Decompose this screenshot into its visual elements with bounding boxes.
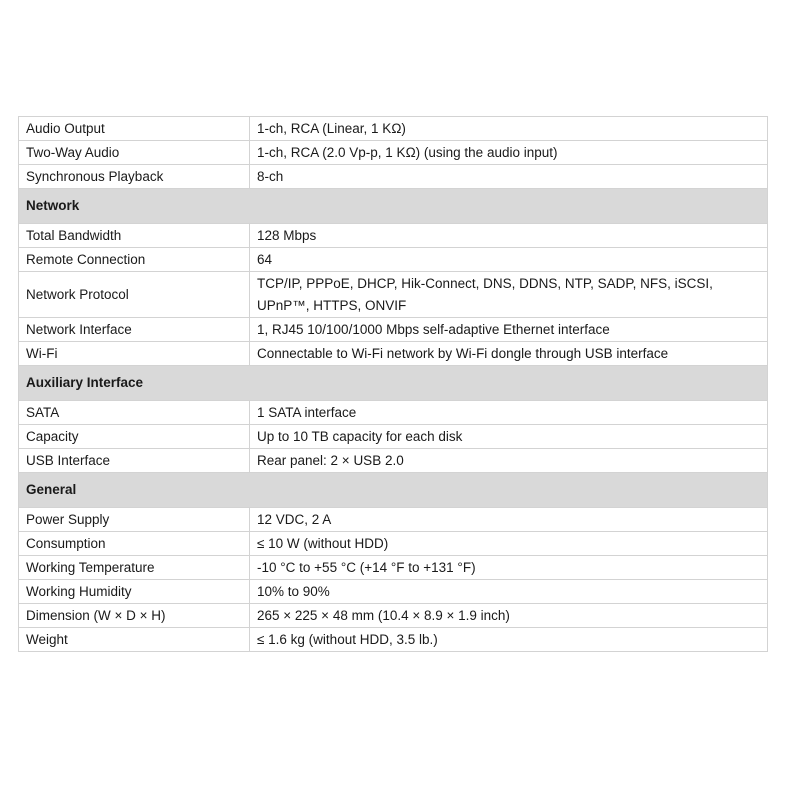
spec-value: ≤ 1.6 kg (without HDD, 3.5 lb.) bbox=[250, 628, 768, 652]
spec-label: Dimension (W × D × H) bbox=[19, 604, 250, 628]
spec-value: TCP/IP, PPPoE, DHCP, Hik-Connect, DNS, DDNS, NTP, SADP, NFS, iSCSI, UPnP™, HTTPS, ONVIF bbox=[250, 272, 768, 318]
section-title: Auxiliary Interface bbox=[19, 366, 768, 401]
spec-label: Consumption bbox=[19, 532, 250, 556]
spec-row bbox=[19, 532, 768, 556]
spec-value: 1, RJ45 10/100/1000 Mbps self-adaptive Ethernet interface bbox=[250, 318, 768, 342]
spec-value: ≤ 10 W (without HDD) bbox=[250, 532, 768, 556]
spec-label: Power Supply bbox=[19, 508, 250, 532]
spec-label: Synchronous Playback bbox=[19, 165, 250, 189]
spec-row bbox=[19, 604, 768, 628]
spec-label: Two-Way Audio bbox=[19, 141, 250, 165]
spec-value: 12 VDC, 2 A bbox=[250, 508, 768, 532]
spec-value: 265 × 225 × 48 mm (10.4 × 8.9 × 1.9 inch) bbox=[250, 604, 768, 628]
spec-row bbox=[19, 556, 768, 580]
spec-value: -10 °C to +55 °C (+14 °F to +131 °F) bbox=[250, 556, 768, 580]
spec-table bbox=[18, 116, 768, 652]
spec-label: Capacity bbox=[19, 425, 250, 449]
spec-label: Remote Connection bbox=[19, 248, 250, 272]
spec-row bbox=[19, 628, 768, 652]
spec-row bbox=[19, 401, 768, 425]
spec-row bbox=[19, 272, 768, 318]
spec-value: Up to 10 TB capacity for each disk bbox=[250, 425, 768, 449]
spec-label: Audio Output bbox=[19, 117, 250, 141]
spec-label: Network Protocol bbox=[19, 272, 250, 318]
spec-row bbox=[19, 165, 768, 189]
section-header-row bbox=[19, 366, 768, 401]
spec-row bbox=[19, 141, 768, 165]
spec-row bbox=[19, 580, 768, 604]
spec-row bbox=[19, 508, 768, 532]
spec-value: 10% to 90% bbox=[250, 580, 768, 604]
spec-label: Network Interface bbox=[19, 318, 250, 342]
spec-value: Rear panel: 2 × USB 2.0 bbox=[250, 449, 768, 473]
spec-value: 64 bbox=[250, 248, 768, 272]
spec-label: Wi-Fi bbox=[19, 342, 250, 366]
spec-label: Working Humidity bbox=[19, 580, 250, 604]
section-title: Network bbox=[19, 189, 768, 224]
section-title: General bbox=[19, 473, 768, 508]
spec-value: Connectable to Wi-Fi network by Wi-Fi dongle through USB interface bbox=[250, 342, 768, 366]
spec-label: SATA bbox=[19, 401, 250, 425]
spec-row bbox=[19, 224, 768, 248]
spec-value: 1 SATA interface bbox=[250, 401, 768, 425]
spec-row bbox=[19, 248, 768, 272]
spec-value: 8-ch bbox=[250, 165, 768, 189]
spec-row bbox=[19, 318, 768, 342]
spec-value: 1-ch, RCA (2.0 Vp-p, 1 KΩ) (using the audio input) bbox=[250, 141, 768, 165]
spec-row bbox=[19, 117, 768, 141]
spec-row bbox=[19, 449, 768, 473]
section-header-row bbox=[19, 189, 768, 224]
spec-label: Total Bandwidth bbox=[19, 224, 250, 248]
spec-label: Weight bbox=[19, 628, 250, 652]
spec-row bbox=[19, 342, 768, 366]
section-header-row bbox=[19, 473, 768, 508]
spec-value: 128 Mbps bbox=[250, 224, 768, 248]
spec-label: USB Interface bbox=[19, 449, 250, 473]
spec-row bbox=[19, 425, 768, 449]
spec-label: Working Temperature bbox=[19, 556, 250, 580]
spec-value: 1-ch, RCA (Linear, 1 KΩ) bbox=[250, 117, 768, 141]
